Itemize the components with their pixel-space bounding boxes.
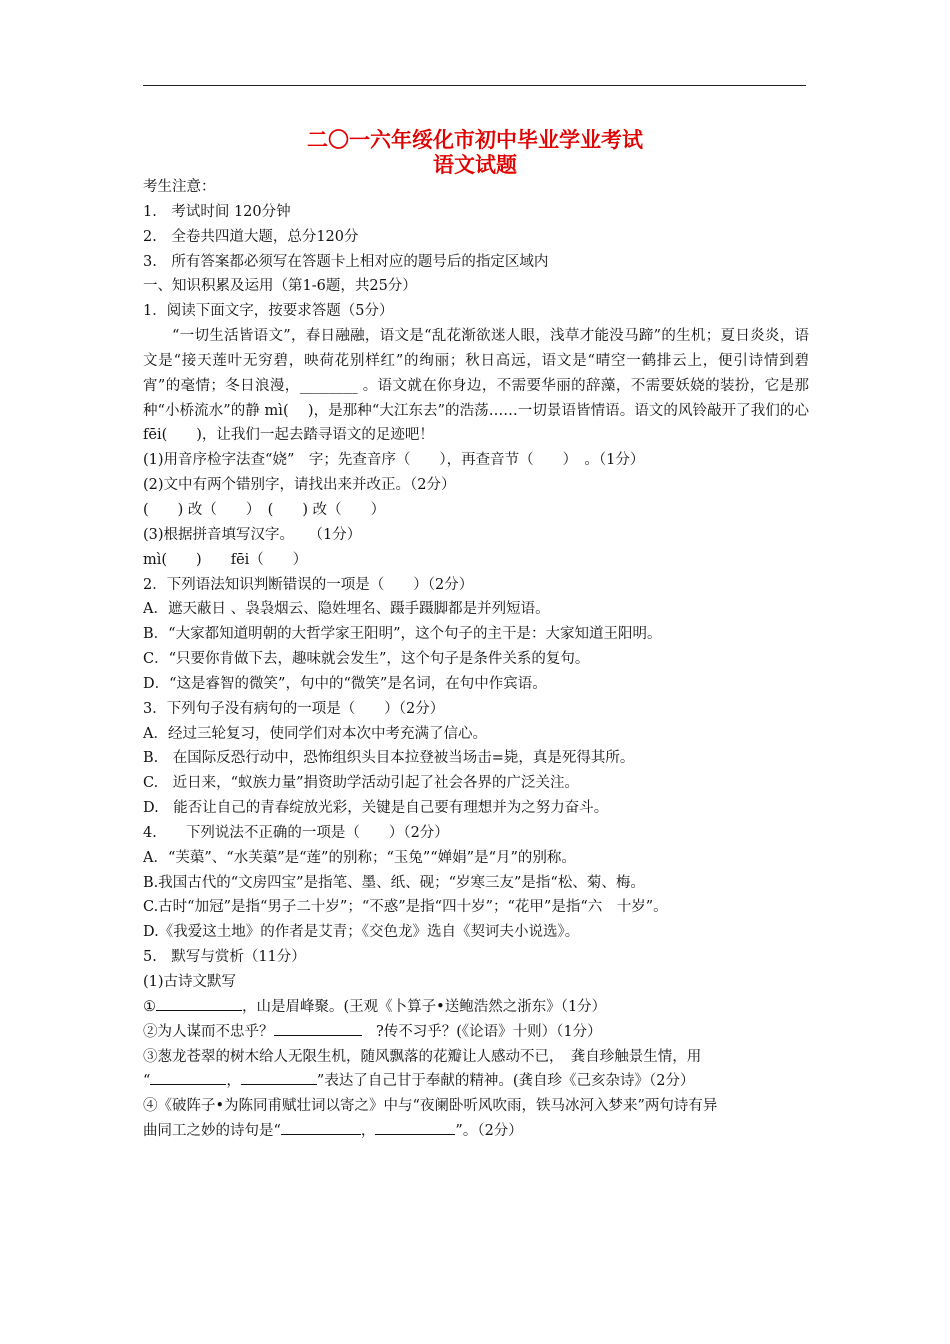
notice-item: 1. 考试时间 120分钟 (143, 203, 291, 220)
question-2-option-d: D．“这是睿智的微笑”，句中的“微笑”是名词，在句中作宾语。 (143, 675, 547, 692)
question-3-option-a: A．经过三轮复习，使同学们对本次中考充满了信心。 (143, 725, 487, 742)
passage-part-a: “一切生活皆语文”，春日融融，语文是“乱花渐欲迷人眼，浅草才能没马蹄”的生机；夏日炎炎，语文是“接天莲叶无穷碧，映荷花别样红”的绚丽；秋日高远，语文是“晴空一鹤排云上，便引诗情到碧宵”的毫情；冬日浪漫， (143, 328, 809, 394)
question-3-option-d: D. 能否让自己的青春绽放光彩，关键是自己要有理想并为之努力奋斗。 (143, 800, 609, 817)
question-1-sub2-answer: ( ) 改（ ） ( ) 改（ ） (143, 501, 386, 518)
answer-blank[interactable] (150, 1069, 226, 1085)
passage-part-b: 。语文就在你身边，不需要华丽的辞藻，不需要妖娆的装扮，它是那种“小桥流水”的静 mì( )，是那种“大江东去”的浩荡……一切景语皆情语。语文的风铃敲开了我们的心 fēi( )，让我们一起去踏寻语文的足迹吧！ (143, 377, 809, 444)
answer-blank[interactable] (274, 1020, 362, 1036)
answer-blank[interactable] (156, 995, 242, 1011)
question-3-option-c: C. 近日来，“蚁族力量”捐资助学活动引起了社会各界的广泛关注。 (143, 775, 580, 792)
exam-subtitle: 语文试题 (433, 153, 517, 177)
question-2-option-a: A．遮天蔽日 、袅袅烟云、隐姓埋名、蹑手蹑脚都是并列短语。 (143, 601, 550, 618)
question-5-sub1: (1)古诗文默写 (143, 974, 237, 990)
question-2-stem: 2．下列语法知识判断错误的一项是（ ）（2分） (143, 576, 474, 593)
exam-body (143, 175, 809, 1144)
question-1-sub1: (1)用音序检字法查“娆” 字；先查音序（ ），再查音节（ ） 。（1分） (143, 452, 645, 469)
passage-blank: ________ (299, 377, 358, 394)
question-1-sub3: (3)根据拼音填写汉字。 （1分） (143, 526, 362, 543)
question-1-sub2: (2)文中有两个错别字，请找出来并改正。（2分） (143, 477, 456, 494)
poem-line-4b: 曲同工之妙的诗句是“ ， ”。（2分） (143, 1119, 809, 1144)
question-1-stem: 1．阅读下面文字，按要求答题（5分） (143, 303, 394, 320)
poem-line-3b: “ ， ”表达了自己甘于奉献的精神。(龚自珍《己亥杂诗》（2分） (143, 1069, 809, 1094)
notice-heading: 考生注意： (143, 179, 216, 195)
header-rule (143, 85, 806, 86)
question-2-option-c: C．“只要你肯做下去，趣味就会发生”，这个句子是条件关系的复句。 (143, 651, 590, 668)
question-1-sub3-answer: mì( ) fēi（ ） (143, 551, 308, 568)
poem-line-4a: ④《破阵子•为陈同甫赋壮词以寄之》中与“夜阑卧听风吹雨，铁马冰河入梦来”两句诗有异 (143, 1098, 718, 1115)
question-4-stem: 4. 下列说法不正确的一项是（ ）（2分） (143, 824, 449, 841)
notice-item: 2. 全卷共四道大题，总分120分 (143, 228, 359, 245)
question-3-option-b: B. 在国际反恐行动中，恐怖组织头目本拉登被当场击=毙，真是死得其所。 (143, 750, 635, 767)
answer-blank[interactable] (281, 1119, 361, 1135)
question-4-option-d: D.《我爱这土地》的作者是艾青；《交色龙》选自《契诃夫小说选》。 (143, 924, 580, 941)
poem-line-2: ②为人谋而不忠乎？ ?传不习乎？(《论语》十则）（1分） (143, 1020, 809, 1045)
exam-title: 二〇一六年绥化市初中毕业学业考试 (307, 128, 643, 152)
section-heading: 一、知识积累及运用（第1-6题，共25分） (143, 278, 417, 295)
answer-blank[interactable] (241, 1069, 317, 1085)
notice-item: 3. 所有答案都必须写在答题卡上相对应的题号后的指定区域内 (143, 253, 549, 270)
question-3-stem: 3．下列句子没有病句的一项是（ ）（2分） (143, 700, 445, 717)
question-5-stem: 5. 默写与赏析（11分） (143, 949, 306, 966)
question-4-option-c: C.古时“加冠”是指“男子二十岁”；“不惑”是指“四十岁”；“花甲”是指“六 十岁”。 (143, 899, 668, 916)
question-4-option-b: B.我国古代的“文房四宝”是指笔、墨、纸、砚；“岁寒三友”是指“松、菊、梅。 (143, 874, 645, 891)
answer-blank[interactable] (375, 1119, 455, 1135)
question-1-passage (143, 324, 809, 448)
poem-line-3a: ③葱龙苍翠的树木给人无限生机，随风飘落的花瓣让人感动不已， 龚自珍触景生情，用 (143, 1048, 702, 1065)
poem-line-1: ① ，山是眉峰聚。(王观《卜算子•送鲍浩然之浙东》（1分） (143, 995, 809, 1020)
question-4-option-a: A．“芙蕖”、“水芙蕖”是“莲”的别称；“玉兔”“婵娟”是“月”的别称。 (143, 849, 576, 866)
question-2-option-b: B．“大家都知道明朝的大哲学家王阳明”，这个句子的主干是：大家知道王阳明。 (143, 626, 662, 643)
